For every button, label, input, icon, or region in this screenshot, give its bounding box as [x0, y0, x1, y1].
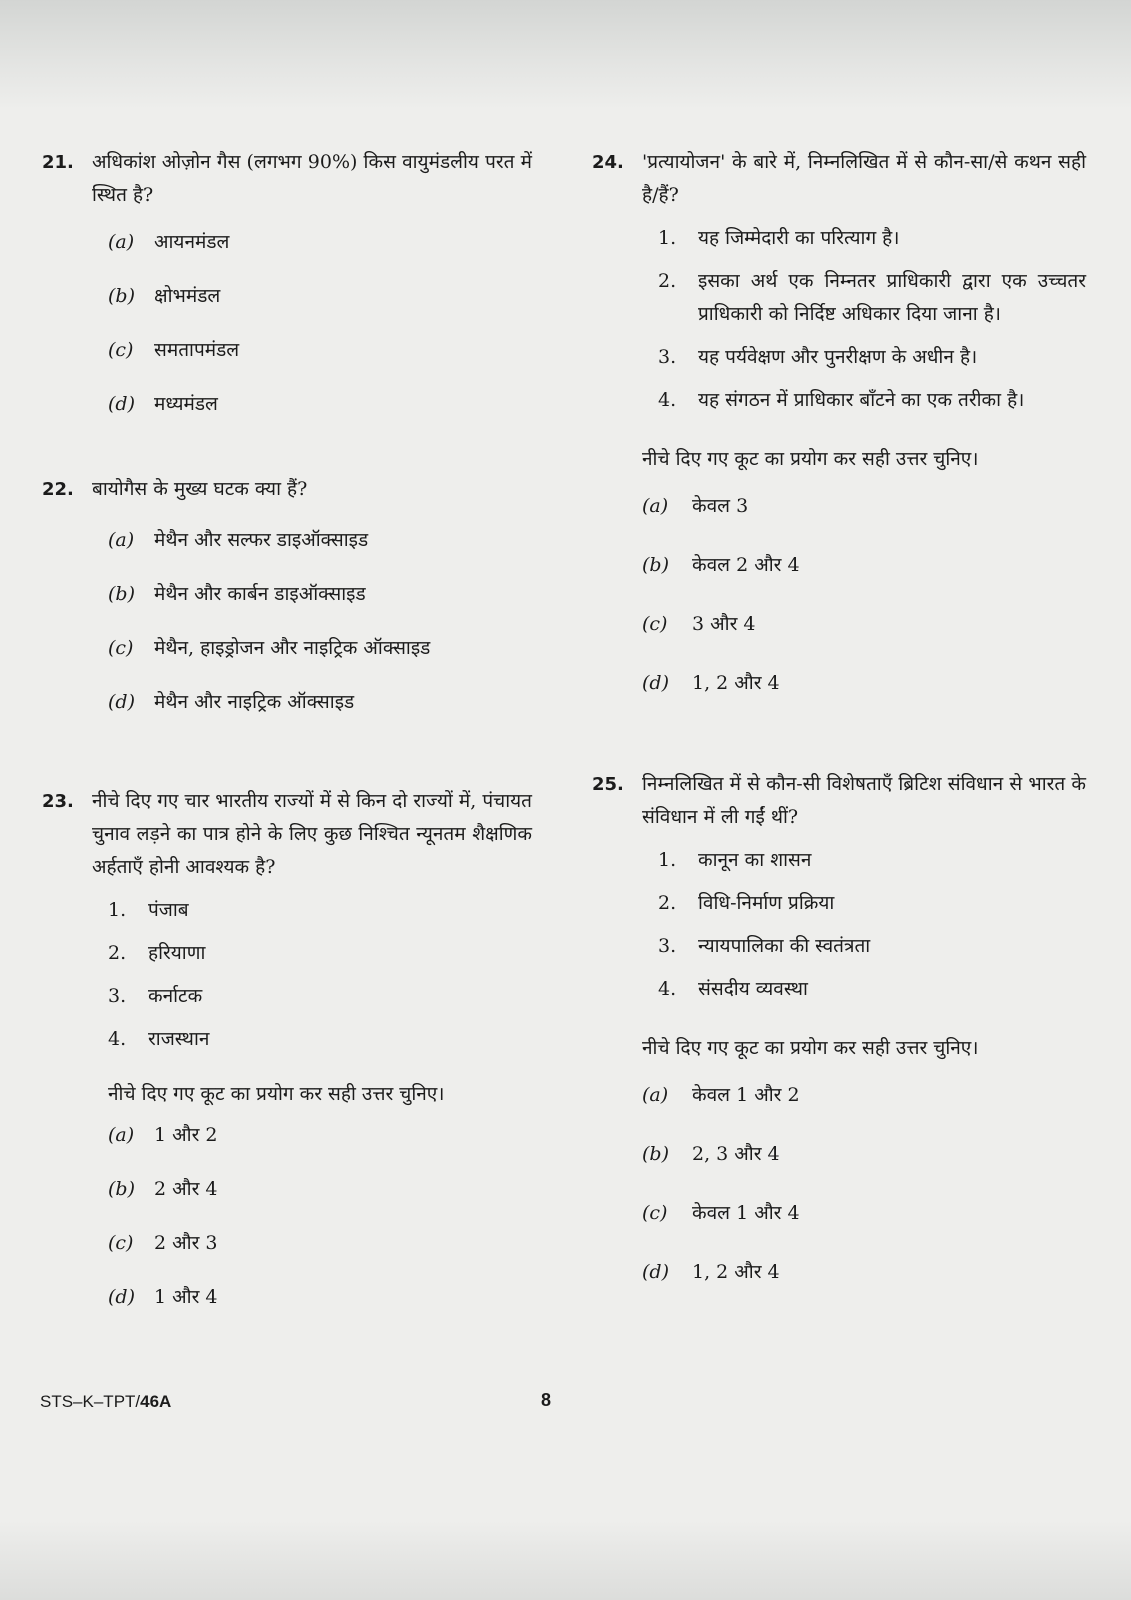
question-text: अधिकांश ओज़ोन गैस (लगभग 90%) किस वायुमंडलीय परत में स्थित है? [92, 151, 532, 206]
option-a[interactable]: (a) केवल 3 [642, 495, 749, 517]
option-b[interactable]: (b) 2, 3 और 4 [642, 1143, 780, 1165]
question-25 [592, 768, 1086, 1289]
option-b[interactable]: (b) 2 और 4 [108, 1178, 218, 1200]
option-c[interactable]: (c) मेथैन, हाइड्रोजन और नाइट्रिक ऑक्साइड [108, 637, 431, 659]
option-d[interactable]: (d) मध्यमंडल [108, 393, 218, 415]
option-d[interactable]: (d) 1 और 4 [108, 1286, 218, 1308]
question-text: 'प्रत्यायोजन' के बारे में, निम्नलिखित में से कौन-सा/से कथन सही है/हैं? [642, 151, 1086, 206]
page-number: 8 [541, 1390, 552, 1410]
question-number: 21. [42, 152, 74, 173]
right-column [592, 146, 1086, 1289]
option-c[interactable]: (c) समतापमंडल [108, 339, 240, 361]
statement-item: 4. राजस्थान [108, 1028, 210, 1050]
option-a[interactable]: (a) आयनमंडल [108, 231, 230, 253]
statement-item: 4. संसदीय व्यवस्था [658, 978, 808, 1000]
left-column [42, 146, 532, 1314]
option-d[interactable]: (d) 1, 2 और 4 [642, 672, 780, 694]
statement-item: 1. कानून का शासन [658, 849, 812, 871]
question-number: 23. [42, 791, 74, 812]
question-number: 25. [592, 774, 624, 795]
question-23 [42, 785, 532, 1314]
option-b[interactable]: (b) केवल 2 और 4 [642, 554, 800, 576]
option-b[interactable]: (b) मेथैन और कार्बन डाइऑक्साइड [108, 583, 366, 605]
statement-item: 1. यह जिम्मेदारी का परित्याग है। [658, 227, 900, 249]
option-a[interactable]: (a) केवल 1 और 2 [642, 1084, 800, 1106]
statement-item: 2. हरियाणा [108, 942, 206, 964]
option-d[interactable]: (d) मेथैन और नाइट्रिक ऑक्साइड [108, 691, 355, 713]
question-22 [42, 473, 532, 719]
option-a[interactable]: (a) मेथैन और सल्फर डाइऑक्साइड [108, 529, 369, 551]
statement-item: 1. पंजाब [108, 899, 189, 921]
question-21 [42, 146, 532, 421]
scan-header-band [0, 0, 1131, 110]
option-d[interactable]: (d) 1, 2 और 4 [642, 1261, 780, 1283]
option-c[interactable]: (c) 2 और 3 [108, 1232, 218, 1254]
statement-item: 4. यह संगठन में प्राधिकार बाँटने का एक तरीका है। [658, 389, 1025, 411]
statement-item: 2. इसका अर्थ एक निम्नतर प्राधिकारी द्वारा एक उच्चतर प्राधिकारी को निर्दिष्ट अधिकार दिया जाना है। [658, 270, 1086, 325]
statement-item: 2. विधि-निर्माण प्रक्रिया [658, 892, 835, 914]
question-text: बायोगैस के मुख्य घटक क्या हैं? [92, 478, 308, 500]
question-text: नीचे दिए गए चार भारतीय राज्यों में से किन दो राज्यों में, पंचायत चुनाव लड़ने का पात्र होने के लिए कुछ निश्चित न्यूनतम शैक्षणिक अर्हताएँ होनी आवश्यक है? [92, 790, 532, 878]
option-a[interactable]: (a) 1 और 2 [108, 1124, 218, 1146]
question-number: 22. [42, 479, 74, 500]
instruction-text: नीचे दिए गए कूट का प्रयोग कर सही उत्तर चुनिए। [642, 448, 979, 470]
option-b[interactable]: (b) क्षोभमंडल [108, 285, 221, 307]
question-number: 24. [592, 152, 624, 173]
option-c[interactable]: (c) 3 और 4 [642, 613, 756, 635]
question-24 [592, 146, 1086, 700]
statement-item: 3. कर्नाटक [108, 985, 203, 1007]
scan-footer-band [0, 1520, 1131, 1600]
instruction-text: नीचे दिए गए कूट का प्रयोग कर सही उत्तर चुनिए। [108, 1083, 445, 1105]
statement-item: 3. यह पर्यवेक्षण और पुनरीक्षण के अधीन है। [658, 346, 978, 368]
booklet-code: STS–K–TPT/46A [40, 1392, 172, 1411]
instruction-text: नीचे दिए गए कूट का प्रयोग कर सही उत्तर चुनिए। [642, 1037, 979, 1059]
question-text: निम्नलिखित में से कौन-सी विशेषताएँ ब्रिटिश संविधान से भारत के संविधान में ली गईं थीं? [642, 773, 1086, 828]
option-c[interactable]: (c) केवल 1 और 4 [642, 1202, 800, 1224]
statement-item: 3. न्यायपालिका की स्वतंत्रता [658, 935, 871, 957]
